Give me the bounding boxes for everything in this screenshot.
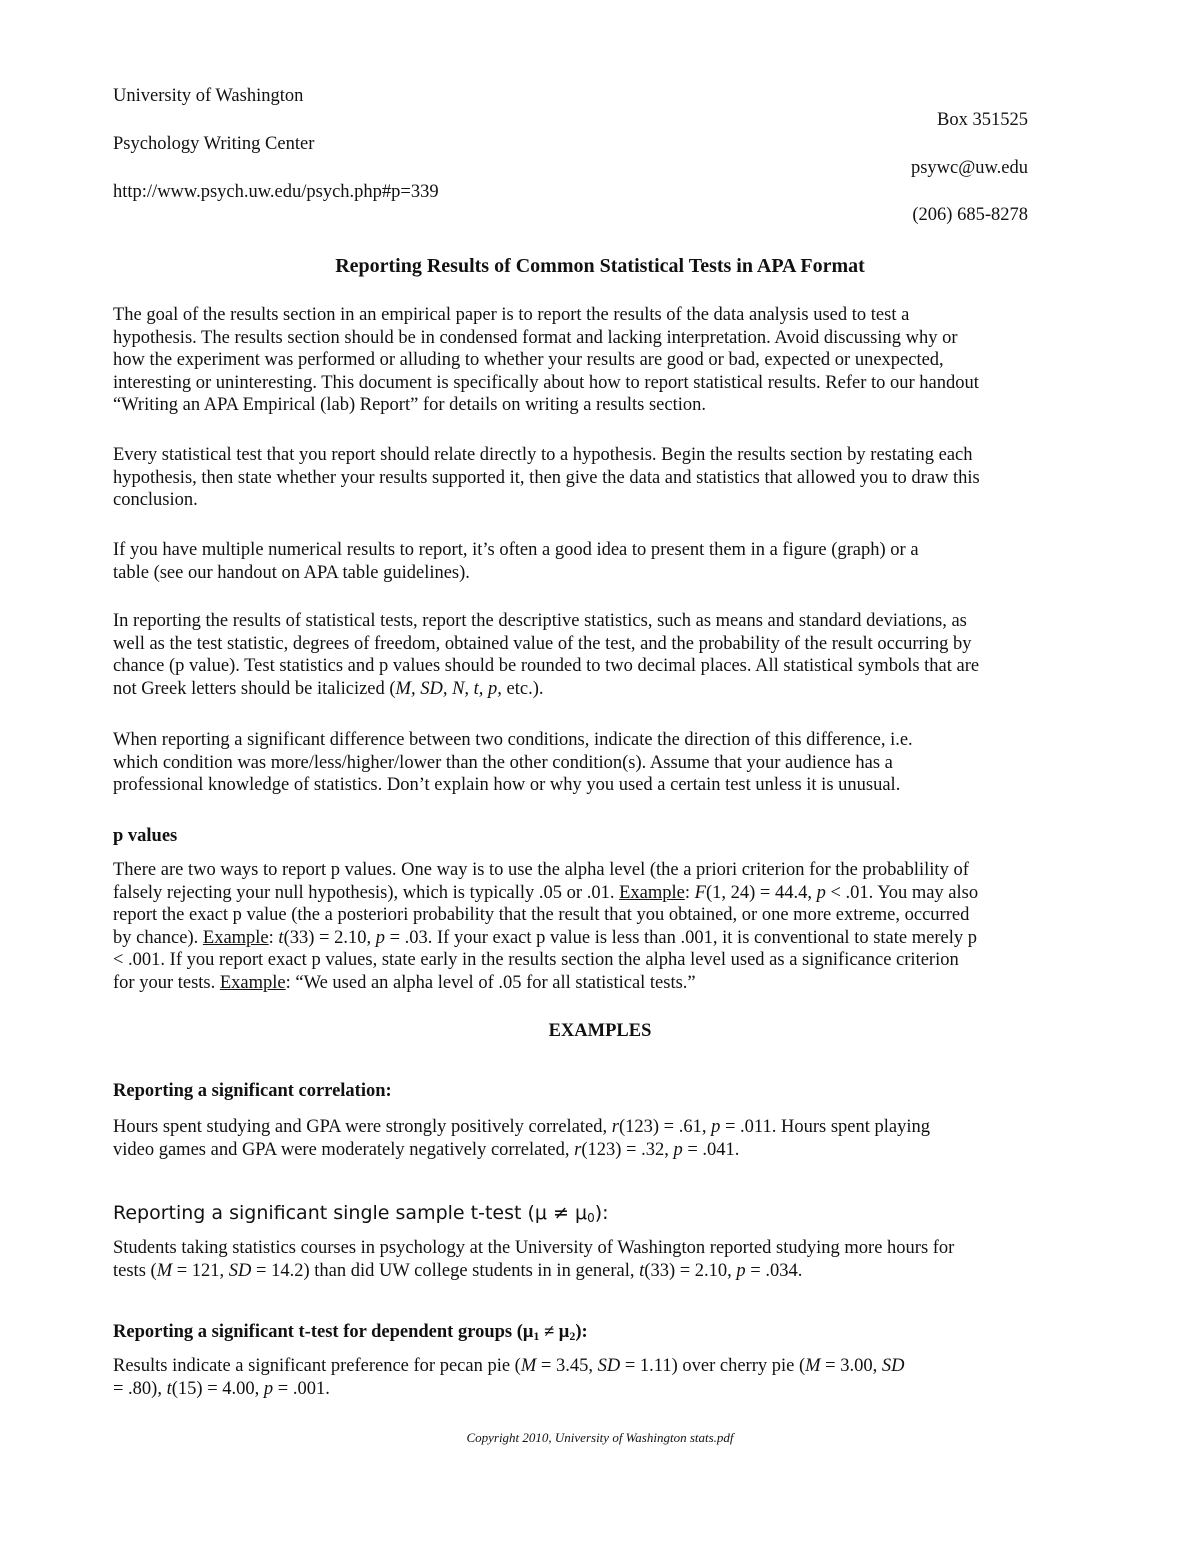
text-run: tests (: [113, 1260, 157, 1281]
stat-symbol: r: [574, 1139, 582, 1160]
example-heading-correlation: Reporting a significant correlation:: [113, 1081, 392, 1101]
text-run: = 121,: [172, 1260, 229, 1281]
text-line: how the experiment was performed or alluding to whether your results are good or bad, expected or unexpected,: [113, 350, 944, 371]
text-run: = .001.: [273, 1378, 330, 1399]
mailing-box: Box 351525: [937, 110, 1028, 130]
page-footer: Copyright 2010, University of Washington stats.pdf: [466, 1430, 734, 1445]
text-run: video games and GPA were moderately negatively correlated,: [113, 1139, 575, 1160]
center-url: http://www.psych.uw.edu/psych.php#p=339: [113, 182, 439, 202]
heading-run: ):: [575, 1322, 588, 1342]
contact-phone: (206) 685-8278: [912, 205, 1028, 225]
text-run: Results indicate a significant preference for pecan pie (: [113, 1356, 521, 1376]
stat-symbol: SD: [228, 1260, 252, 1281]
text-run: :: [684, 882, 695, 903]
stat-symbol: F: [694, 882, 706, 903]
text-line: Every statistical test that you report should relate directly to a hypothesis. Begin the results section by restating each: [113, 445, 973, 465]
example-dependent-text: [113, 1355, 1103, 1400]
text-run: (1, 24) = 44.4,: [705, 882, 817, 903]
text-line: Students taking statistics courses in psychology at the University of Washington reported studying more hours for: [113, 1238, 955, 1258]
text-line: well as the test statistic, degrees of freedom, obtained value of the test, and the probability of the result occurring by: [113, 633, 972, 654]
text-run: < .01. You may also: [825, 882, 979, 903]
example-single-sample-text: [113, 1237, 1103, 1282]
text-run: : “We used an alpha level of .05 for all statistical tests.”: [285, 972, 696, 993]
text-line: “Writing an APA Empirical (lab) Report” for details on writing a results section.: [113, 395, 707, 416]
document-title: Reporting Results of Common Statistical Tests in APA Format: [335, 255, 865, 277]
stat-symbol: p: [375, 927, 385, 948]
text-line: chance (p value). Test statistics and p values should be rounded to two decimal places. All statistical symbols that are: [113, 656, 980, 677]
text-run: falsely rejecting your null hypothesis), which is typically .05 or .01.: [113, 882, 620, 903]
example-label: Example: [619, 882, 685, 903]
center-name: Psychology Writing Center: [113, 134, 315, 154]
example-label: Example: [219, 972, 286, 993]
text-line: [113, 1116, 1103, 1139]
subscript: 1: [533, 1329, 540, 1343]
text-run: (33) = 2.10,: [283, 927, 376, 948]
example-correlation-text: [113, 1116, 1103, 1161]
stat-symbol: M: [805, 1356, 821, 1376]
stat-symbol: p: [263, 1378, 274, 1399]
text-run: not Greek letters should be italicized (: [113, 678, 396, 699]
contact-email: psywc@uw.edu: [910, 158, 1028, 178]
text-run: for your tests.: [113, 972, 220, 993]
text-line: There are two ways to report p values. One way is to use the alpha level (the a priori criterion for the probablility of: [113, 860, 969, 880]
text-line: When reporting a significant difference between two conditions, indicate the direction of this difference, i.e.: [113, 730, 913, 750]
paragraph-intro: [113, 304, 1103, 417]
stat-symbol: t: [166, 1378, 172, 1399]
text-line: [113, 1378, 1103, 1401]
text-line: < .001. If you report exact p values, state early in the results section the alpha level used as a significance criterion: [113, 950, 959, 971]
text-run: = 3.45,: [536, 1356, 598, 1376]
text-run: :: [268, 927, 279, 948]
subscript: 2: [569, 1329, 576, 1343]
heading-run: Reporting a significant t-test for dependent groups (μ: [113, 1322, 534, 1342]
paragraph-figures: [113, 539, 1103, 584]
paragraph-pvalues: [113, 859, 1103, 995]
stat-symbol: p: [673, 1139, 683, 1160]
stat-symbol: M: [520, 1356, 537, 1376]
stat-symbol: p: [816, 882, 826, 903]
text-run: (33) = 2.10,: [644, 1260, 737, 1281]
italic-symbols: M, SD, N, t, p,: [395, 678, 502, 699]
stat-symbol: SD: [597, 1356, 621, 1376]
paragraph-descriptives: [113, 610, 1103, 700]
text-run: (123) = .61,: [618, 1117, 712, 1137]
text-run: = .041.: [682, 1139, 740, 1160]
text-line: [113, 972, 1103, 995]
example-label: Example: [202, 927, 269, 948]
text-run: = 1.11) over cherry pie (: [620, 1356, 806, 1376]
text-line: [113, 1355, 1103, 1378]
text-line: conclusion.: [113, 490, 198, 511]
org-name: University of Washington: [113, 86, 304, 106]
heading-run: Reporting a significant single sample t-test (μ ≠ μ: [113, 1202, 588, 1224]
stat-symbol: t: [278, 927, 284, 948]
heading-run: ≠ μ: [539, 1322, 570, 1342]
text-line: If you have multiple numerical results to report, it’s often a good idea to present them in a figure (graph) or a: [113, 540, 919, 560]
text-run: Hours spent studying and GPA were strongly positively correlated,: [113, 1117, 612, 1137]
paragraph-direction: [113, 729, 1103, 797]
stat-symbol: t: [639, 1260, 645, 1281]
examples-heading: EXAMPLES: [548, 1021, 652, 1041]
text-line: report the exact p value (the a posteriori probability that the result that you obtained, or one more extreme, occurred: [113, 905, 970, 926]
text-run: = 14.2) than did UW college students in in general,: [251, 1260, 640, 1281]
paragraph-hypothesis: [113, 444, 1103, 512]
text-line: [113, 1139, 1103, 1162]
text-line: [113, 927, 1103, 950]
example-heading-dependent: [113, 1322, 588, 1344]
stat-symbol: SD: [881, 1356, 905, 1376]
section-heading-pvalues: p values: [113, 826, 178, 846]
heading-run: ):: [594, 1202, 609, 1224]
text-run: (15) = 4.00,: [171, 1378, 264, 1399]
text-run: (123) = .32,: [581, 1139, 674, 1160]
text-line: table (see our handout on APA table guidelines).: [113, 562, 470, 583]
text-run: = .03. If your exact p value is less than .001, it is conventional to state merely p: [384, 927, 977, 948]
text-run: = .011. Hours spent playing: [720, 1117, 930, 1137]
text-line: hypothesis. The results section should be in condensed format and lacking interpretation. Avoid discussing why or: [113, 327, 958, 348]
text-line: [113, 1260, 1103, 1283]
stat-symbol: p: [711, 1117, 721, 1137]
text-line: The goal of the results section in an empirical paper is to report the results of the data analysis used to test a: [113, 305, 910, 325]
text-run: = 3.00,: [820, 1356, 882, 1376]
text-line: professional knowledge of statistics. Don’t explain how or why you used a certain test unless it is unusual.: [113, 775, 901, 796]
text-line: [113, 678, 1103, 701]
stat-symbol: r: [611, 1117, 619, 1137]
text-run: = .034.: [745, 1260, 803, 1281]
text-run: = .80),: [113, 1378, 167, 1399]
text-line: [113, 882, 1103, 905]
text-line: interesting or uninteresting. This document is specifically about how to report statistical results. Refer to our handout: [113, 372, 979, 393]
example-heading-single-sample: [113, 1202, 609, 1225]
text-run: etc.).: [501, 678, 544, 699]
text-line: which condition was more/less/higher/lower than the other condition(s). Assume that your audience has a: [113, 752, 893, 773]
stat-symbol: M: [156, 1260, 173, 1281]
stat-symbol: p: [736, 1260, 746, 1281]
text-line: In reporting the results of statistical tests, report the descriptive statistics, such as means and standard deviations, as: [113, 611, 967, 631]
text-line: hypothesis, then state whether your results supported it, then give the data and statistics that allowed you to draw this: [113, 467, 980, 488]
subscript: 0: [587, 1211, 595, 1225]
text-run: by chance).: [113, 927, 203, 948]
